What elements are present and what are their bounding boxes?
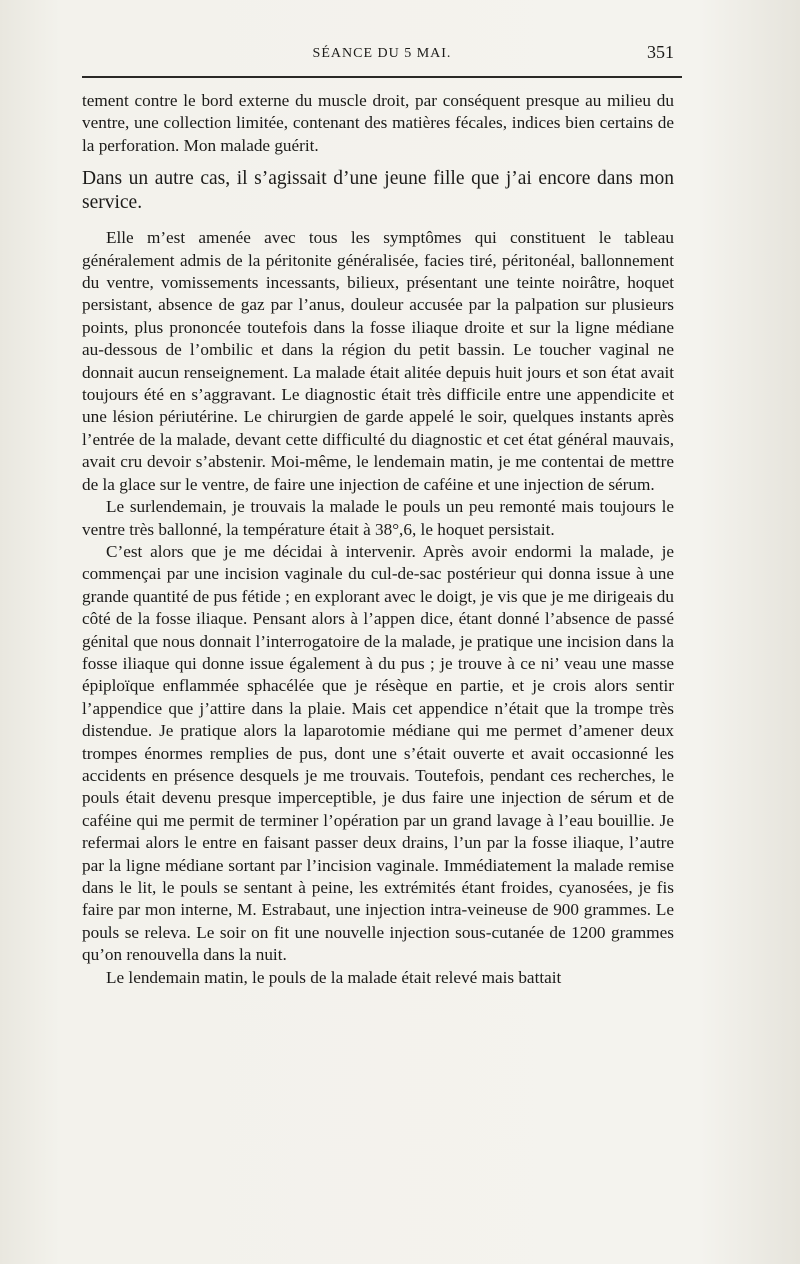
running-header: [82, 42, 682, 66]
page-number: 351: [647, 42, 674, 62]
running-title: SÉANCE DU 5 MAI.: [312, 46, 452, 61]
paragraph-6: Le lendemain matin, le pouls de la malade était relevé mais battait: [106, 967, 562, 987]
body-text: [82, 90, 674, 989]
paragraph-1: tement contre le bord externe du muscle droit, par conséquent presque au milieu du ventre, une collection limitée, contenant des matières fécales, indices bien certains de la perforation. Mon malade guérit.: [82, 91, 674, 155]
paragraph-5: C’est alors que je me décidai à intervenir. Après avoir endormi la malade, je commençai par une incision vaginale du cul-de-sac postérieur qui donna issue à une grande quantité de pus fétide ; en explorant avec le doigt, je vis que je me dirigeais du côté de la fosse iliaque. Pensant alors à l’appen dice, étant donné l’absence de passé génital que nous donnait l’interrogatoire de la malade, je pratique une incision dans la fosse iliaque qui donne issue également à du pus ; je trouve à ce ni’ veau une masse épiploïque enflammée sphacélée que je résèque en partie, et je crois alors sentir l’appendice que j’attire dans la plaie. Mais cet appendice n’était que la trompe très distendue. Je pratique alors la laparotomie médiane qui me permet d’amener deux trompes énormes remplies de pus, dont une s’était ouverte et avait occasionné les accidents en présence desquels je me trouvais. Toutefois, pendant ces recherches, le pouls était devenu presque imperceptible, je dus faire une injection de sérum et de caféine qui me permit de terminer l’opération par un grand lavage à l’eau bouillie. Je refermai alors le entre en faisant passer deux drains, l’un par la fosse iliaque, l’autre par la ligne médiane sortant par l’incision vaginale. Immédiatement la malade remise dans le lit, le pouls se sentant à peine, les extrémités étant froides, cyanosées, je fis faire par mon interne, M. Estrabaut, une injection intra-veineuse de 900 grammes. Le pouls se releva. Le soir on fit une nouvelle injection sous-cutanée de 1200 grammes qu’on renouvella dans la nuit.: [82, 541, 674, 965]
paragraph-3: Elle m’est amenée avec tous les symptômes qui constituent le tableau généralement admis de la péritonite généralisée, facies tiré, péritonéal, ballonnement du ventre, vomissements incessants, bilieux, présentant une teinte noirâtre, hoquet persistant, absence de gaz par l’anus, douleur accusée par la palpation sur plusieurs points, plus prononcée toutefois dans la fosse iliaque droite et sur la ligne médiane au-dessous de l’ombilic et dans la région du petit bassin. Le toucher vaginal ne donnait aucun renseignement. La malade était alitée depuis huit jours et son état avait toujours été en s’aggravant. Le diagnostic était très difficile entre une appendicite et une lésion périutérine. Le chirurgien de garde appelé le soir, quelques instants après l’entrée de la malade, devant cette difficulté du diagnostic et cet état général mauvais, avait cru devoir s’abstenir. Moi-même, le lendemain matin, je me contentai de mettre de la glace sur le ventre, de faire une injection de caféine et une injection de sérum.: [82, 228, 674, 494]
paragraph-2: Dans un autre cas, il s’agissait d’une jeune fille que j’ai encore dans mon service.: [82, 168, 674, 214]
header-rule: [82, 76, 682, 78]
paragraph-4: Le surlendemain, je trouvais la malade le pouls un peu remonté mais toujours le ventre très ballonné, la température était à 38°,6, le hoquet persistait.: [82, 497, 674, 539]
